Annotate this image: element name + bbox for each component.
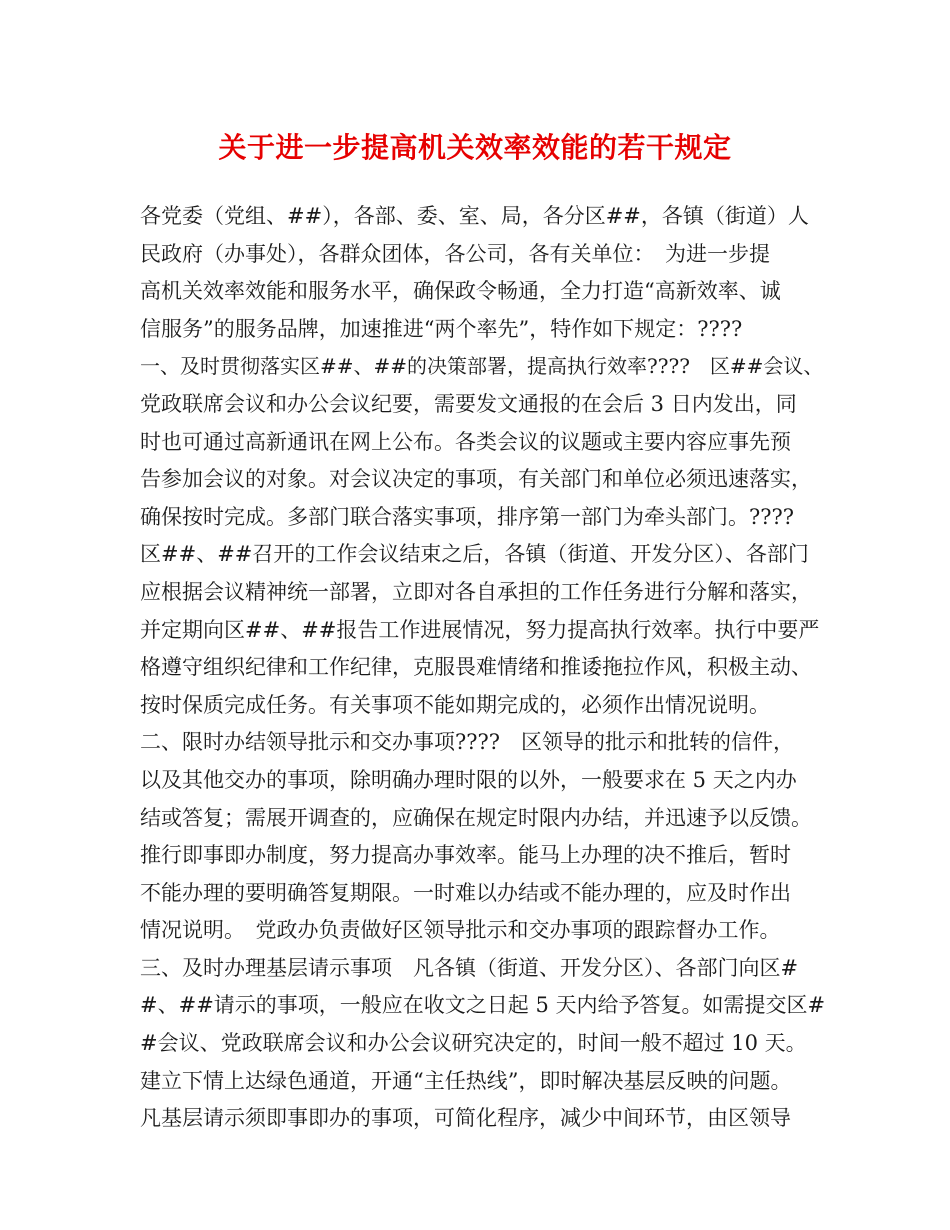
body-line: 告参加会议的对象。对会议决定的事项，有关部门和单位必须迅速落实， — [140, 467, 812, 492]
body-line: 区##、##召开的工作会议结束之后，各镇（街道、开发分区）、各部门 — [140, 542, 809, 567]
body-line: 高机关效率效能和服务水平，确保政令畅通，全力打造“高新效率、诚 — [140, 279, 781, 304]
body-line: 不能办理的要明确答复期限。一时难以办结或不能办理的，应及时作出 — [140, 880, 791, 905]
body-line: #、##请示的事项，一般应在收文之日起 5 天内给予答复。如需提交区# — [140, 993, 826, 1018]
body-line: 民政府（办事处），各群众团体，各公司，各有关单位： 为进一步提 — [140, 241, 770, 266]
body-line: 三、及时办理基层请示事项 凡各镇（街道、开发分区）、各部门向区# — [140, 955, 799, 980]
body-line: 凡基层请示须即事即办的事项，可简化程序，减少中间环节，由区领导 — [140, 1106, 791, 1131]
body-line: 确保按时完成。多部门联合落实事项，排序第一部门为牵头部门。???? — [140, 504, 795, 529]
body-line: 各党委（党组、##），各部、委、室、局，各分区##，各镇（街道）人 — [140, 204, 809, 228]
body-line: 情况说明。 党政办负责做好区领导批示和交办事项的跟踪督办工作。 — [140, 918, 781, 943]
document-body — [140, 198, 830, 1138]
body-line: 以及其他交办的事项，除明确办理时限的以外，一般要求在 5 天之内办 — [140, 767, 797, 792]
body-line: 应根据会议精神统一部署，立即对各自承担的工作任务进行分解和落实， — [140, 579, 812, 604]
body-line: 并定期向区##、##报告工作进展情况，努力提高执行效率。执行中要严 — [140, 617, 820, 642]
body-line: 二、限时办结领导批示和交办事项???? 区领导的批示和批转的信件， — [140, 730, 795, 755]
body-line: 时也可通过高新通讯在网上公布。各类会议的议题或主要内容应事先预 — [140, 429, 791, 454]
body-line: 按时保质完成任务。有关事项不能如期完成的，必须作出情况说明。 — [140, 692, 770, 717]
document-title: 关于进一步提高机关效率效能的若干规定 — [218, 131, 732, 164]
body-line: 结或答复；需展开调查的，应确保在规定时限内办结，并迅速予以反馈。 — [140, 805, 812, 830]
body-line: #会议、党政联席会议和办公会议研究决定的，时间一般不超过 10 天。 — [140, 1031, 807, 1056]
body-line: 信服务”的服务品牌，加速推进“两个率先”，特作如下规定：???? — [140, 316, 743, 341]
body-line: 推行即事即办制度，努力提高办事效率。能马上办理的决不推后，暂时 — [140, 843, 791, 868]
body-line: 一、及时贯彻落实区##、##的决策部署，提高执行效率???? 区##会议、 — [140, 354, 824, 379]
body-line: 建立下情上达绿色通道，开通“主任热线”，即时解决基层反映的问题。 — [140, 1068, 792, 1093]
body-line: 党政联席会议和办公会议纪要，需要发文通报的在会后 3 日内发出，同 — [140, 391, 797, 416]
body-line: 格遵守组织纪律和工作纪律，克服畏难情绪和推诿拖拉作风，积极主动、 — [140, 655, 812, 680]
